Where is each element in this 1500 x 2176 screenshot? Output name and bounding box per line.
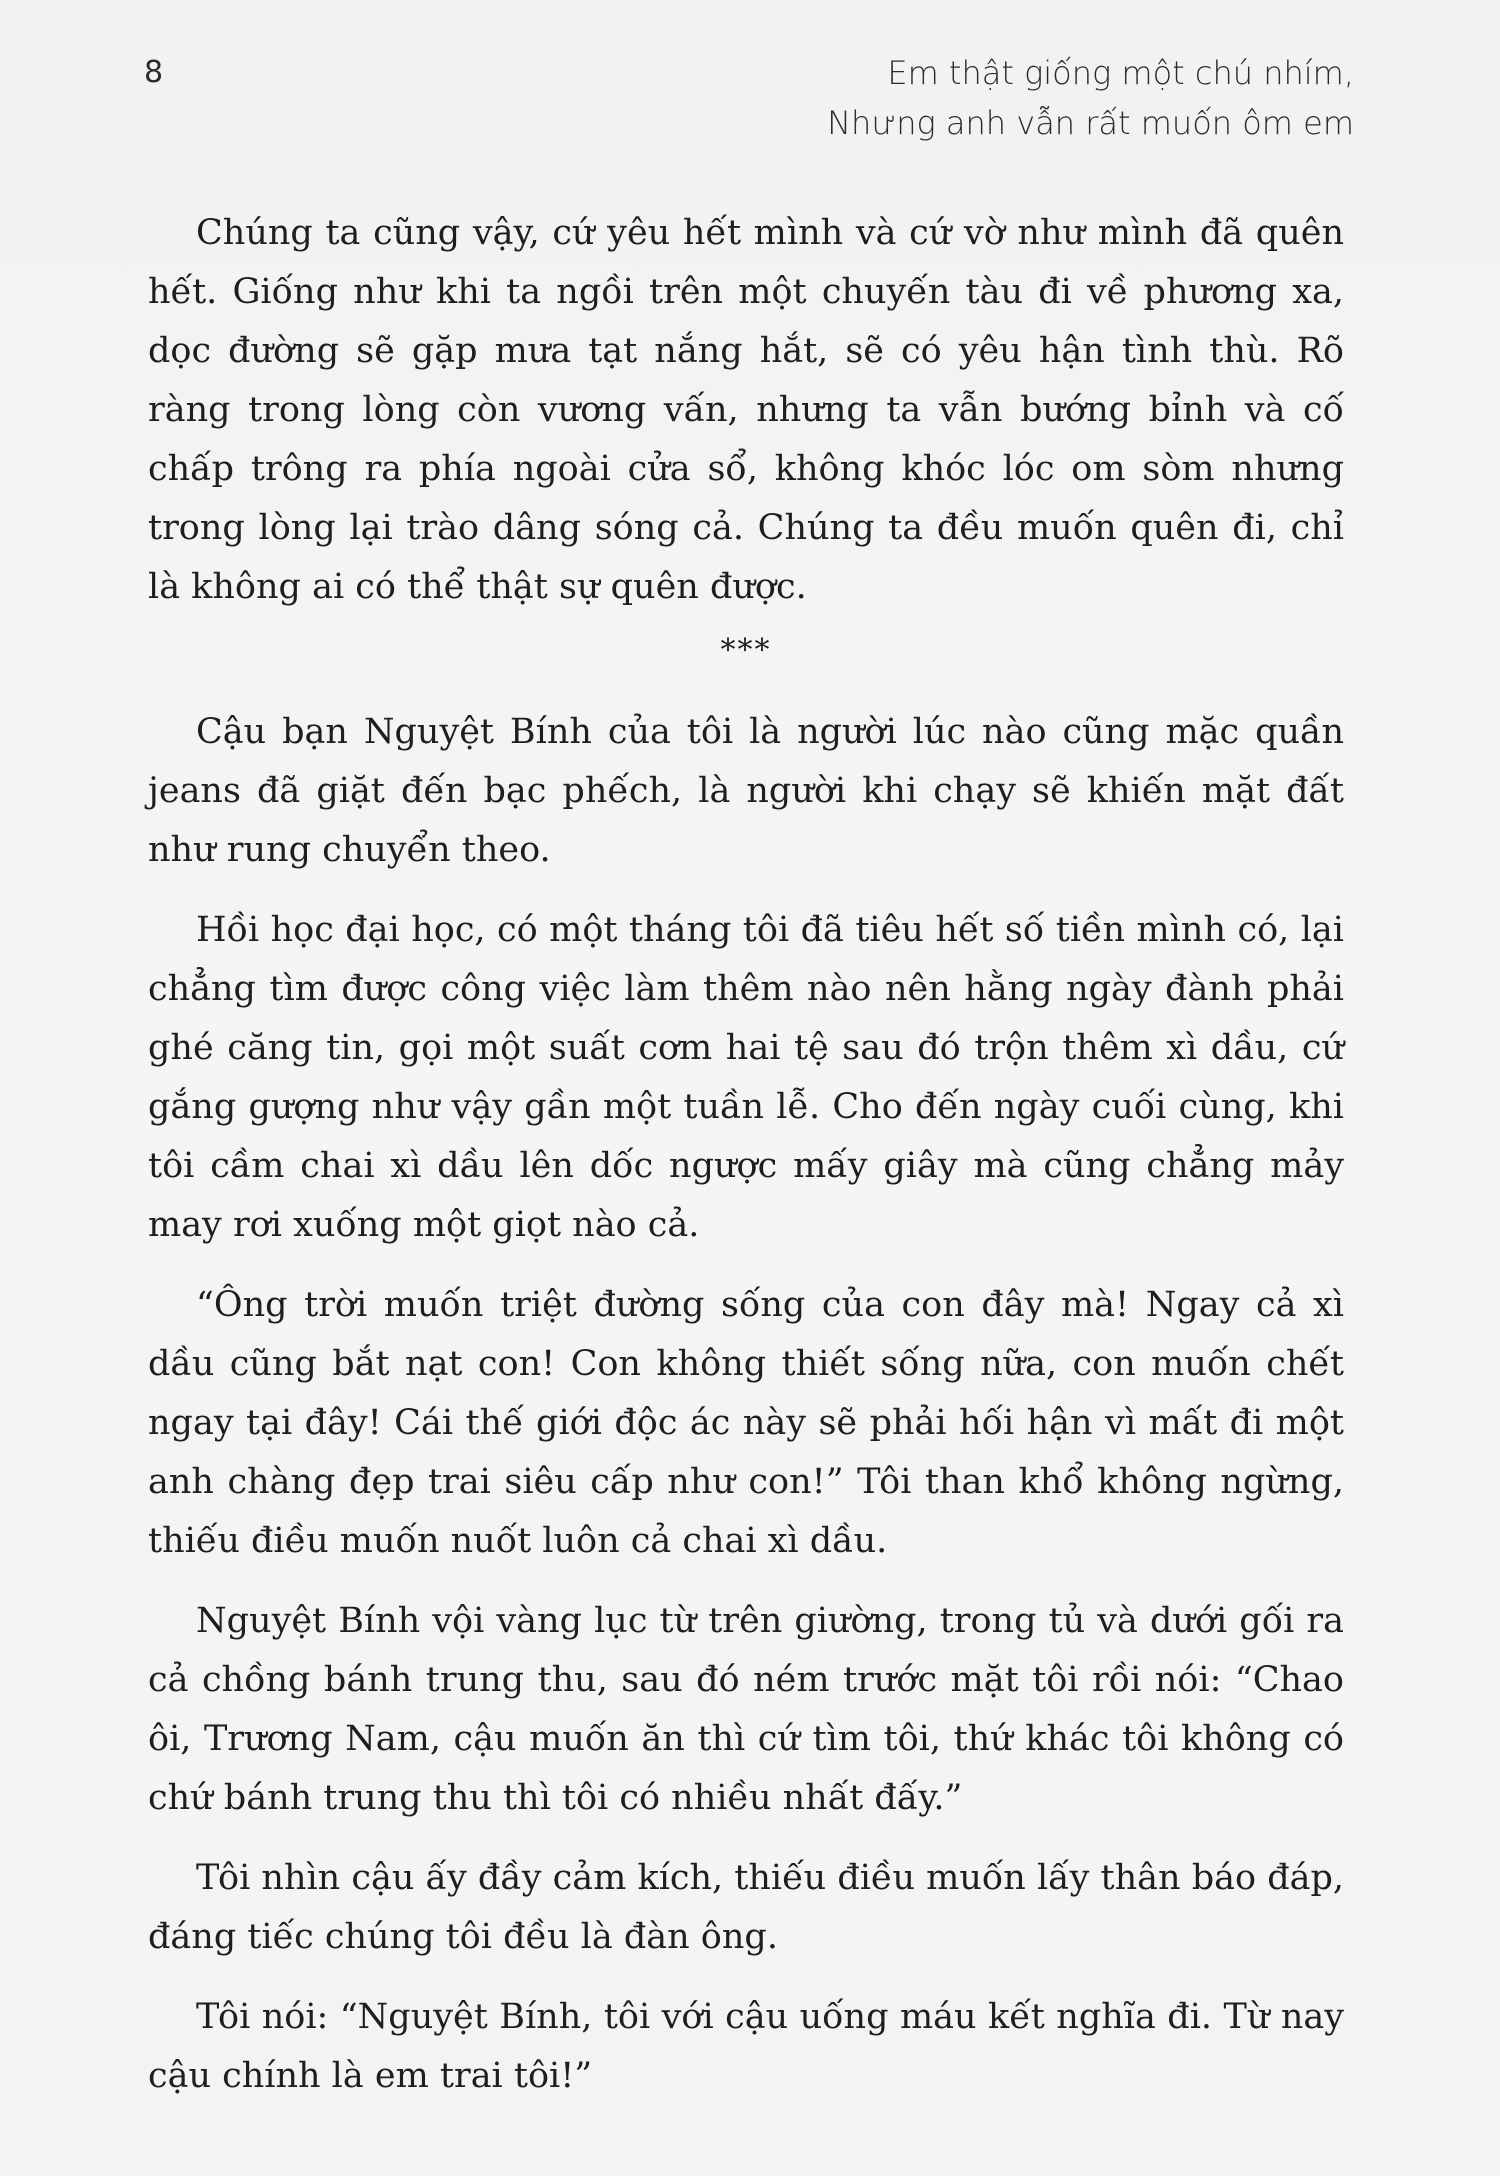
body-text <box>148 204 1344 2106</box>
running-title <box>654 48 1354 148</box>
paragraph: Hồi học đại học, có một tháng tôi đã tiêu hết số tiền mình có, lại chẳng tìm được công việc làm thêm nào nên hằng ngày đành phải ghé căng tin, gọi một suất cơm hai tệ sau đó trộn thêm xì dầu, cứ gắng gượng như vậy gần một tuần lễ. Cho đến ngày cuối cùng, khi tôi cầm chai xì dầu lên dốc ngược mấy giây mà cũng chẳng mảy may rơi xuống một giọt nào cả. <box>148 910 1344 1245</box>
paragraph: “Ông trời muốn triệt đường sống của con đây mà! Ngay cả xì dầu cũng bắt nạt con! Con không thiết sống nữa, con muốn chết ngay tại đây! Cái thế giới độc ác này sẽ phải hối hận vì mất đi một anh chàng đẹp trai siêu cấp như con!” Tôi than khổ không ngừng, thiếu điều muốn nuốt luôn cả chai xì dầu. <box>148 1285 1344 1561</box>
paragraph: Cậu bạn Nguyệt Bính của tôi là người lúc nào cũng mặc quần jeans đã giặt đến bạc phếch, là người khi chạy sẽ khiến mặt đất như rung chuyển theo. <box>148 712 1344 870</box>
page-number: 8 <box>144 55 164 90</box>
section-separator: *** <box>720 633 772 668</box>
running-title-line-1: Em thật giống một chú nhím, <box>887 54 1354 92</box>
paragraph: Tôi nhìn cậu ấy đầy cảm kích, thiếu điều muốn lấy thân báo đáp, đáng tiếc chúng tôi đều là đàn ông. <box>148 1858 1344 1957</box>
paragraph: Nguyệt Bính vội vàng lục từ trên giường, trong tủ và dưới gối ra cả chồng bánh trung thu, sau đó ném trước mặt tôi rồi nói: “Chao ôi, Trương Nam, cậu muốn ăn thì cứ tìm tôi, thứ khác tôi không có chứ bánh trung thu thì tôi có nhiều nhất đấy.” <box>148 1601 1344 1818</box>
running-title-line-2: Nhưng anh vẫn rất muốn ôm em <box>827 104 1354 142</box>
paragraph: Chúng ta cũng vậy, cứ yêu hết mình và cứ vờ như mình đã quên hết. Giống như khi ta ngồi trên một chuyến tàu đi về phương xa, dọc đường sẽ gặp mưa tạt nắng hắt, sẽ có yêu hận tình thù. Rõ ràng trong lòng còn vương vấn, nhưng ta vẫn bướng bỉnh và cố chấp trông ra phía ngoài cửa sổ, không khóc lóc om sòm nhưng trong lòng lại trào dâng sóng cả. Chúng ta đều muốn quên đi, chỉ là không ai có thể thật sự quên được. <box>148 213 1344 607</box>
paragraph: Tôi nói: “Nguyệt Bính, tôi với cậu uống máu kết nghĩa đi. Từ nay cậu chính là em trai tôi!” <box>148 1997 1344 2096</box>
